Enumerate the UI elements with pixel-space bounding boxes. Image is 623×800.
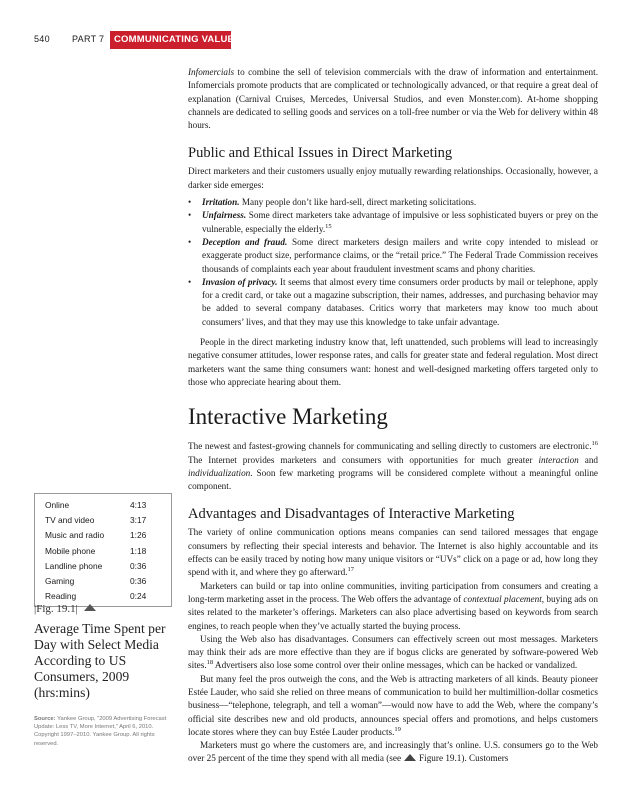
table-row bbox=[35, 589, 171, 604]
time-value: 0:24 bbox=[130, 591, 147, 602]
intro-paragraph bbox=[188, 66, 598, 132]
text-span: . Soon few marketing programs will be considered complete without a meaningful online component. bbox=[188, 467, 598, 492]
table-row bbox=[35, 497, 171, 512]
text-span: , buying ads on sites related to the marketer’s offerings. Marketers can also place advertising based on keywords from search engines, to reach people when they’ve actually started the buying process. bbox=[188, 593, 598, 631]
time-value: 0:36 bbox=[130, 576, 147, 587]
media-label: Mobile phone bbox=[45, 545, 96, 556]
text-span: and bbox=[578, 454, 599, 465]
main-column bbox=[188, 66, 598, 766]
part-label: PART 7 bbox=[72, 34, 105, 44]
text-span: Figure 19.1). Customers bbox=[419, 753, 509, 764]
list-item bbox=[188, 276, 598, 329]
source-label: Source: bbox=[34, 716, 56, 722]
chapter-title: COMMUNICATING VALUE bbox=[114, 34, 235, 45]
chapter-ribbon bbox=[110, 31, 235, 49]
heading-interactive-marketing: Interactive Marketing bbox=[188, 404, 388, 430]
media-label: Gaming bbox=[45, 576, 75, 587]
text-span: The Internet provides marketers and consumers with opportunities for much greater bbox=[188, 454, 539, 465]
text-span: Marketers can build or tap into online communities, inviting participation from consumers and creating a long-term marketing asset in the process. The Web offers the advantage of bbox=[188, 580, 598, 604]
table-row bbox=[35, 573, 171, 588]
intro-term: Infomercials bbox=[188, 67, 235, 77]
bullet-text: Many people don’t like hard-sell, direct marketing solicitations. bbox=[239, 197, 477, 208]
issues-list bbox=[188, 196, 598, 329]
advantages-paragraph-4 bbox=[188, 673, 598, 739]
text-span: But many feel the pros outweigh the cons, and the Web is attracting marketers of all kinds. Beauty pioneer Estée Lauder, who said she relied on three means of communication to build her multimillion-dollar cosmetics business—“telephone, telegraph, and tell a woman”—would now have to add the Web, where the company’s official site describes new and old products, announces special offers and promotions, and helps customers locate stores where they can buy Estée Lauder products. bbox=[188, 673, 598, 737]
time-value: 4:13 bbox=[130, 499, 147, 510]
table-row bbox=[35, 528, 171, 543]
media-time-table bbox=[34, 493, 172, 607]
figure-triangle-icon bbox=[404, 754, 416, 761]
text-span: The newest and fastest-growing channels for communicating and selling directly to customers are electronic. bbox=[188, 441, 592, 452]
bullet-text: It seems that almost every time consumers order products by mail or telephone, apply for a credit card, or take out a magazine subscription, their names, addresses, and purchasing behavior may be added to several company databases. Critics worry that marketers may know too much about consumers’ lives, and that they may use this knowledge to take unfair advantage. bbox=[202, 276, 598, 327]
bullet-term: Unfairness. bbox=[202, 210, 247, 221]
heading-public-ethical: Public and Ethical Issues in Direct Marketing bbox=[188, 145, 453, 162]
advantages-paragraph-2 bbox=[188, 580, 598, 633]
list-item bbox=[188, 196, 598, 209]
figure-source bbox=[34, 715, 174, 748]
text-span: The variety of online communication options means companies can send tailored messages that engage consumers by reflecting their special interests and behavior. The Internet is also highly accountable and its effects can be easily traced by noting how many unique visitors or “UVs” click on a page or ad, how long they spend with it, and where they go afterward. bbox=[188, 527, 598, 578]
bullet-text: Some direct marketers take advantage of impulsive or less sophisticated buyers or prey on the vulnerable, especially the elderly. bbox=[202, 210, 598, 234]
emphasis: individualization bbox=[188, 467, 251, 478]
figure-label bbox=[34, 603, 99, 615]
figure-triangle-icon bbox=[84, 604, 96, 611]
advantages-paragraph-3 bbox=[188, 633, 598, 673]
time-value: 3:17 bbox=[130, 514, 147, 525]
emphasis: interaction bbox=[538, 454, 579, 465]
media-label: Online bbox=[45, 499, 70, 510]
bullet-term: Irritation. bbox=[202, 197, 240, 208]
advantages-paragraph-5 bbox=[188, 739, 598, 766]
footnote-ref: 16 bbox=[591, 440, 598, 448]
source-text: Yankee Group, “2009 Advertising Forecast Update: Less TV, More Internet,” April 6, 2010. Copyright 1997–2010. Yankee Group. All rights reserved. bbox=[34, 716, 167, 747]
time-value: 1:18 bbox=[130, 545, 147, 556]
footnote-ref: 19 bbox=[394, 725, 401, 733]
public-issues-lead: Direct marketers and their customers usually enjoy mutually rewarding relationships. Occasionally, however, a darker side emerges: bbox=[188, 166, 598, 190]
list-item bbox=[188, 236, 598, 276]
time-value: 1:26 bbox=[130, 530, 147, 541]
footnote-ref: 17 bbox=[347, 566, 354, 574]
page-number: 540 bbox=[34, 34, 50, 44]
interactive-paragraph bbox=[188, 440, 598, 493]
text-span: Using the Web also has disadvantages. Consumers can effectively screen out most messages. Marketers may think their ads are more effective than they are if bogus clicks are generated by software-powered Web sites. bbox=[188, 633, 598, 671]
figure-number: |Fig. 19.1| bbox=[34, 603, 78, 615]
text-span: Advertisers also lose some control over their online messages, which can be hacked or vandalized. bbox=[213, 660, 578, 671]
running-header bbox=[0, 31, 623, 49]
advantages-paragraph-1 bbox=[188, 526, 598, 579]
emphasis: contextual placement bbox=[463, 593, 542, 604]
figure-title: Average Time Spent per Day with Select Media According to US Consumers, 2009 (hrs:mins) bbox=[34, 621, 166, 700]
heading-advantages: Advantages and Disadvantages of Interactive Marketing bbox=[188, 506, 515, 523]
media-label: TV and video bbox=[45, 514, 95, 525]
media-label: Reading bbox=[45, 591, 77, 602]
table-row bbox=[35, 543, 171, 558]
time-value: 0:36 bbox=[130, 560, 147, 571]
media-label: Music and radio bbox=[45, 530, 105, 541]
media-label: Landline phone bbox=[45, 560, 103, 571]
footnote-ref: 18 bbox=[206, 659, 214, 667]
public-issues-closing: People in the direct marketing industry know that, left unattended, such problems will lead to increasingly negative consumer attitudes, lower response rates, and calls for greater state and federal regulation. Most direct marketers want the same thing consumers want: honest and well-designed marketing offers targeted only to those who appreciate hearing about them. bbox=[188, 337, 598, 387]
table-row bbox=[35, 512, 171, 527]
bullet-text: Some direct marketers design mailers and write copy intended to mislead or exaggerate product size, performance claims, or the “retail price.” The Federal Trade Commission receives thousands of complaints each year about fraudulent investment scams and phony charities. bbox=[202, 236, 599, 274]
list-item bbox=[188, 209, 598, 236]
text-span: Marketers must go where the customers are, and increasingly that’s online. U.S. consumers go to the Web over 25 percent of the time they spend with all media (see bbox=[188, 740, 598, 764]
intro-text: to combine the sell of television commercials with the draw of information and entertainment. Infomercials promote products that are complicated or technologically advanced, or that require a great deal of explanation (Carnival Cruises, Mercedes, Universal Studios, and even Monster.com). At-home shopping channels are dedicated to selling goods and services on a toll-free number or via the Web for delivery within 48 hours. bbox=[188, 67, 598, 131]
footnote-ref: 15 bbox=[325, 222, 332, 230]
bullet-term: Deception and fraud. bbox=[202, 236, 288, 247]
table-row bbox=[35, 558, 171, 573]
bullet-term: Invasion of privacy. bbox=[202, 276, 278, 287]
